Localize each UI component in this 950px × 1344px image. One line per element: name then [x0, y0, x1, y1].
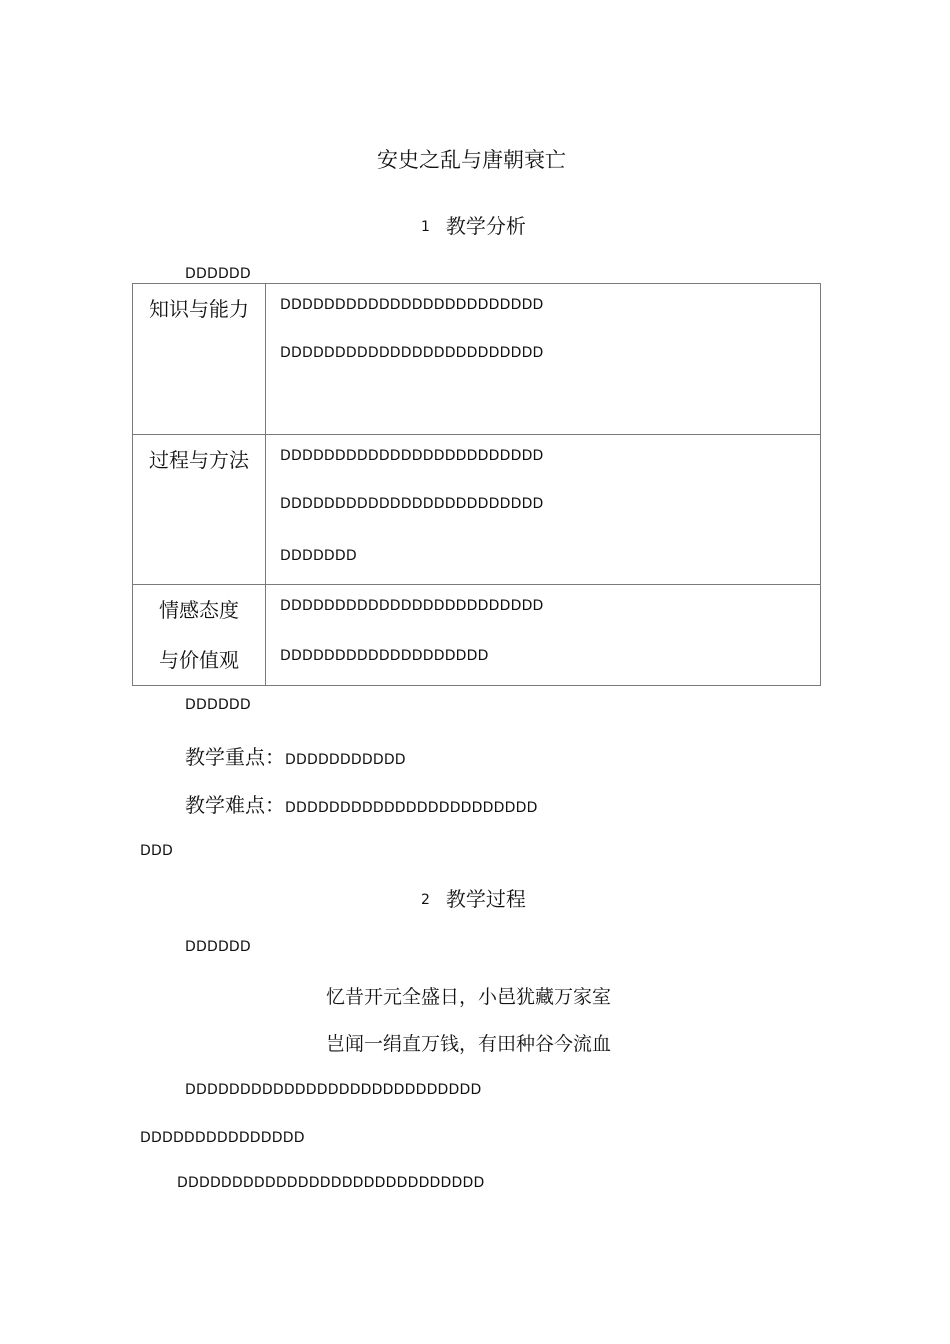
row-label-process [133, 435, 266, 585]
row-content-attitude [266, 585, 821, 686]
row-label-line: 情感态度 [159, 598, 239, 622]
section-1-title: 教学分析 [445, 214, 526, 238]
row-content-knowledge [266, 284, 821, 435]
key-point-value: DDDDDDDDDDD [285, 752, 406, 768]
section-1-number: 1 [421, 219, 430, 235]
row-content-line: DDDDDDDDDDDDDDDDDDDDDDDD [280, 598, 544, 614]
document-title: 安史之乱与唐朝衰亡 [377, 148, 566, 172]
row-content-line: DDDDDDDDDDDDDDDDDDDDDDDD [280, 345, 544, 361]
row-content-line: DDDDDDDDDDDDDDDDDDDDDDDD [280, 297, 544, 313]
difficulty-value: DDDDDDDDDDDDDDDDDDDDDDD [285, 800, 538, 816]
difficulty-point [185, 789, 538, 818]
row-content-line: DDDDDDD [280, 548, 357, 564]
section-1-heading [421, 210, 526, 239]
paragraph-1-continuation: DDDDDDDDDDDDDDD [140, 1130, 305, 1146]
row-label-line: 知识与能力 [149, 297, 249, 321]
section-2-number: 2 [421, 892, 430, 908]
row-content-line: DDDDDDDDDDDDDDDDDDDDDDDD [280, 496, 544, 512]
poem-line-1: 忆昔开元全盛日，小邑犹藏万家室 [326, 986, 612, 1008]
intro-text-2: DDDDDD [185, 697, 251, 713]
table-row-process [133, 435, 821, 585]
difficulty-continuation: DDD [140, 843, 173, 859]
teaching-analysis-table [132, 283, 821, 686]
row-label-line: 与价值观 [159, 648, 239, 672]
poem-line-2: 岂闻一绢直万钱，有田种谷今流血 [326, 1033, 612, 1055]
row-label-knowledge [133, 284, 266, 435]
paragraph-2: DDDDDDDDDDDDDDDDDDDDDDDDDDDD [177, 1175, 485, 1191]
row-content-line: DDDDDDDDDDDDDDDDDDD [280, 648, 489, 664]
row-content-line: DDDDDDDDDDDDDDDDDDDDDDDD [280, 448, 544, 464]
key-point-label: 教学重点： [185, 745, 285, 769]
key-point [185, 741, 406, 770]
intro-text-3: DDDDDD [185, 939, 251, 955]
section-2-heading [421, 883, 526, 912]
intro-text-1: DDDDDD [185, 266, 251, 282]
paragraph-1: DDDDDDDDDDDDDDDDDDDDDDDDDDD [185, 1082, 482, 1098]
row-label-line: 过程与方法 [149, 448, 249, 472]
section-2-title: 教学过程 [445, 887, 526, 911]
row-content-process [266, 435, 821, 585]
table-row-attitude [133, 585, 821, 686]
row-label-attitude [133, 585, 266, 686]
table-row-knowledge [133, 284, 821, 435]
difficulty-label: 教学难点： [185, 793, 285, 817]
